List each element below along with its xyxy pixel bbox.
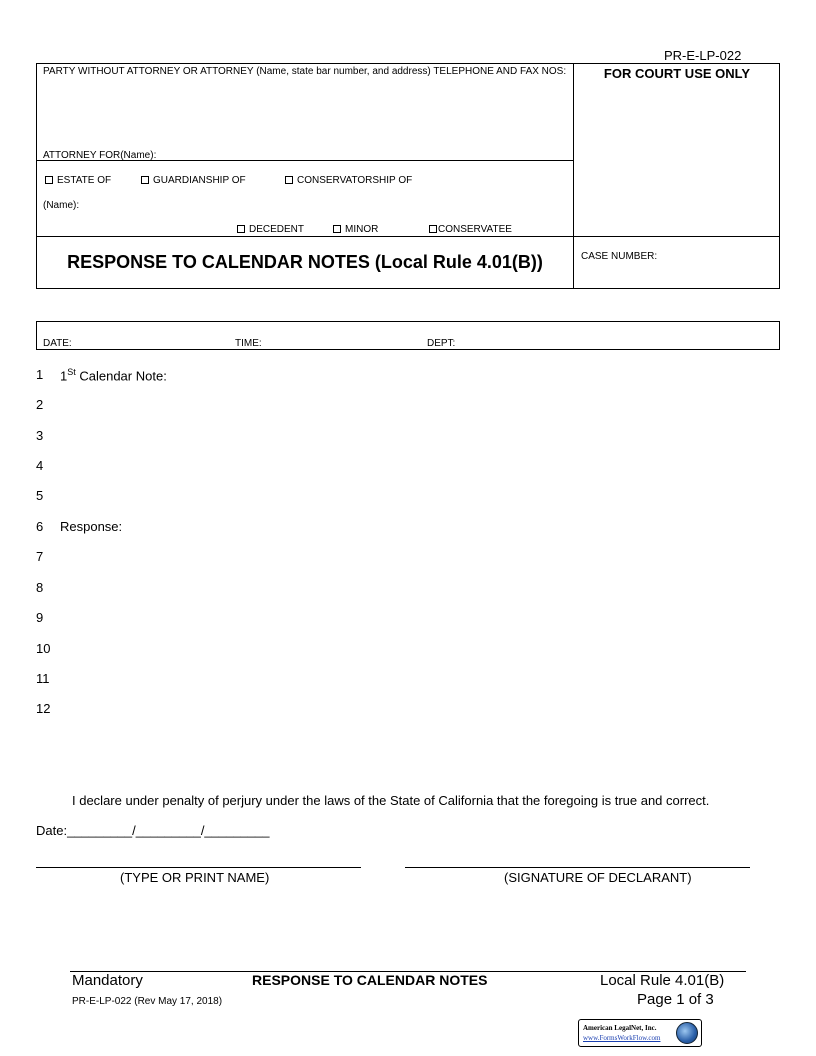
guardianship-of-option[interactable] [141, 175, 246, 186]
minor-option[interactable] [333, 224, 378, 235]
calendar-note-label: 1St Calendar Note: [60, 367, 167, 384]
american-legalnet-logo[interactable] [578, 1019, 702, 1047]
conservatee-option[interactable] [429, 224, 512, 235]
minor-label: MINOR [345, 224, 379, 235]
line-number: 6 [36, 519, 44, 534]
conservatorship-of-checkbox[interactable] [285, 176, 293, 184]
estate-of-checkbox[interactable] [45, 176, 53, 184]
court-use-label: FOR COURT USE ONLY [603, 66, 751, 81]
footer-page: Page 1 of 3 [637, 991, 714, 1008]
line-number: 3 [36, 428, 44, 443]
signature-label: (SIGNATURE OF DECLARANT) [504, 870, 692, 885]
line-number: 8 [36, 580, 44, 595]
party-label: PARTY WITHOUT ATTORNEY OR ATTORNEY (Name, state bar number, and address) TELEPHONE AND FAX NOS: [43, 66, 567, 77]
conservatee-label: CONSERVATEE [438, 224, 512, 235]
line-number: 9 [36, 610, 44, 625]
minor-checkbox[interactable] [333, 225, 341, 233]
logo-url[interactable]: www.FormsWorkFlow.com [583, 1034, 661, 1042]
header-divider-full [36, 236, 780, 237]
declaration-text: I declare under penalty of perjury under the laws of the State of California that the foregoing is true and correct. [72, 793, 710, 808]
decedent-checkbox[interactable] [237, 225, 245, 233]
footer-title: RESPONSE TO CALENDAR NOTES [252, 972, 488, 988]
line-number: 4 [36, 458, 44, 473]
line-number: 5 [36, 488, 44, 503]
line-number: 7 [36, 549, 44, 564]
case-number-label: CASE NUMBER: [581, 251, 658, 262]
form-title: RESPONSE TO CALENDAR NOTES (Local Rule 4.01(B)) [67, 252, 543, 272]
form-id: PR-E-LP-022 [664, 48, 742, 63]
attorney-for-label: ATTORNEY FOR(Name): [43, 150, 157, 161]
date-time-dept-box [36, 321, 780, 350]
conservatorship-of-label: CONSERVATORSHIP OF [297, 175, 413, 186]
footer-revision: PR-E-LP-022 (Rev May 17, 2018) [72, 996, 223, 1007]
conservatorship-of-option[interactable] [285, 175, 412, 186]
line-number: 10 [36, 641, 51, 656]
footer-mandatory: Mandatory [72, 972, 143, 989]
decedent-label: DECEDENT [249, 224, 305, 235]
line-number: 11 [36, 671, 50, 686]
print-name-line[interactable] [36, 867, 361, 868]
date-fill-line[interactable]: Date:_________/_________/_________ [36, 823, 270, 838]
estate-of-option[interactable] [45, 175, 111, 186]
date-label: DATE: [43, 338, 72, 349]
guardianship-of-label: GUARDIANSHIP OF [153, 175, 246, 186]
footer-rule: Local Rule 4.01(B) [600, 972, 725, 989]
decedent-option[interactable] [237, 224, 304, 235]
line-number: 12 [36, 701, 51, 716]
guardianship-of-checkbox[interactable] [141, 176, 149, 184]
dept-label: DEPT: [427, 338, 456, 349]
response-label: Response: [60, 519, 123, 534]
name-label: (Name): [43, 200, 80, 211]
globe-icon [676, 1022, 698, 1044]
conservatee-checkbox[interactable] [429, 225, 437, 233]
line-number: 2 [36, 397, 44, 412]
time-label: TIME: [235, 338, 262, 349]
signature-line[interactable] [405, 867, 750, 868]
estate-of-label: ESTATE OF [57, 175, 112, 186]
logo-company: American LegalNet, Inc. [583, 1024, 657, 1032]
print-name-label: (TYPE OR PRINT NAME) [120, 870, 270, 885]
line-number: 1 [36, 367, 44, 382]
